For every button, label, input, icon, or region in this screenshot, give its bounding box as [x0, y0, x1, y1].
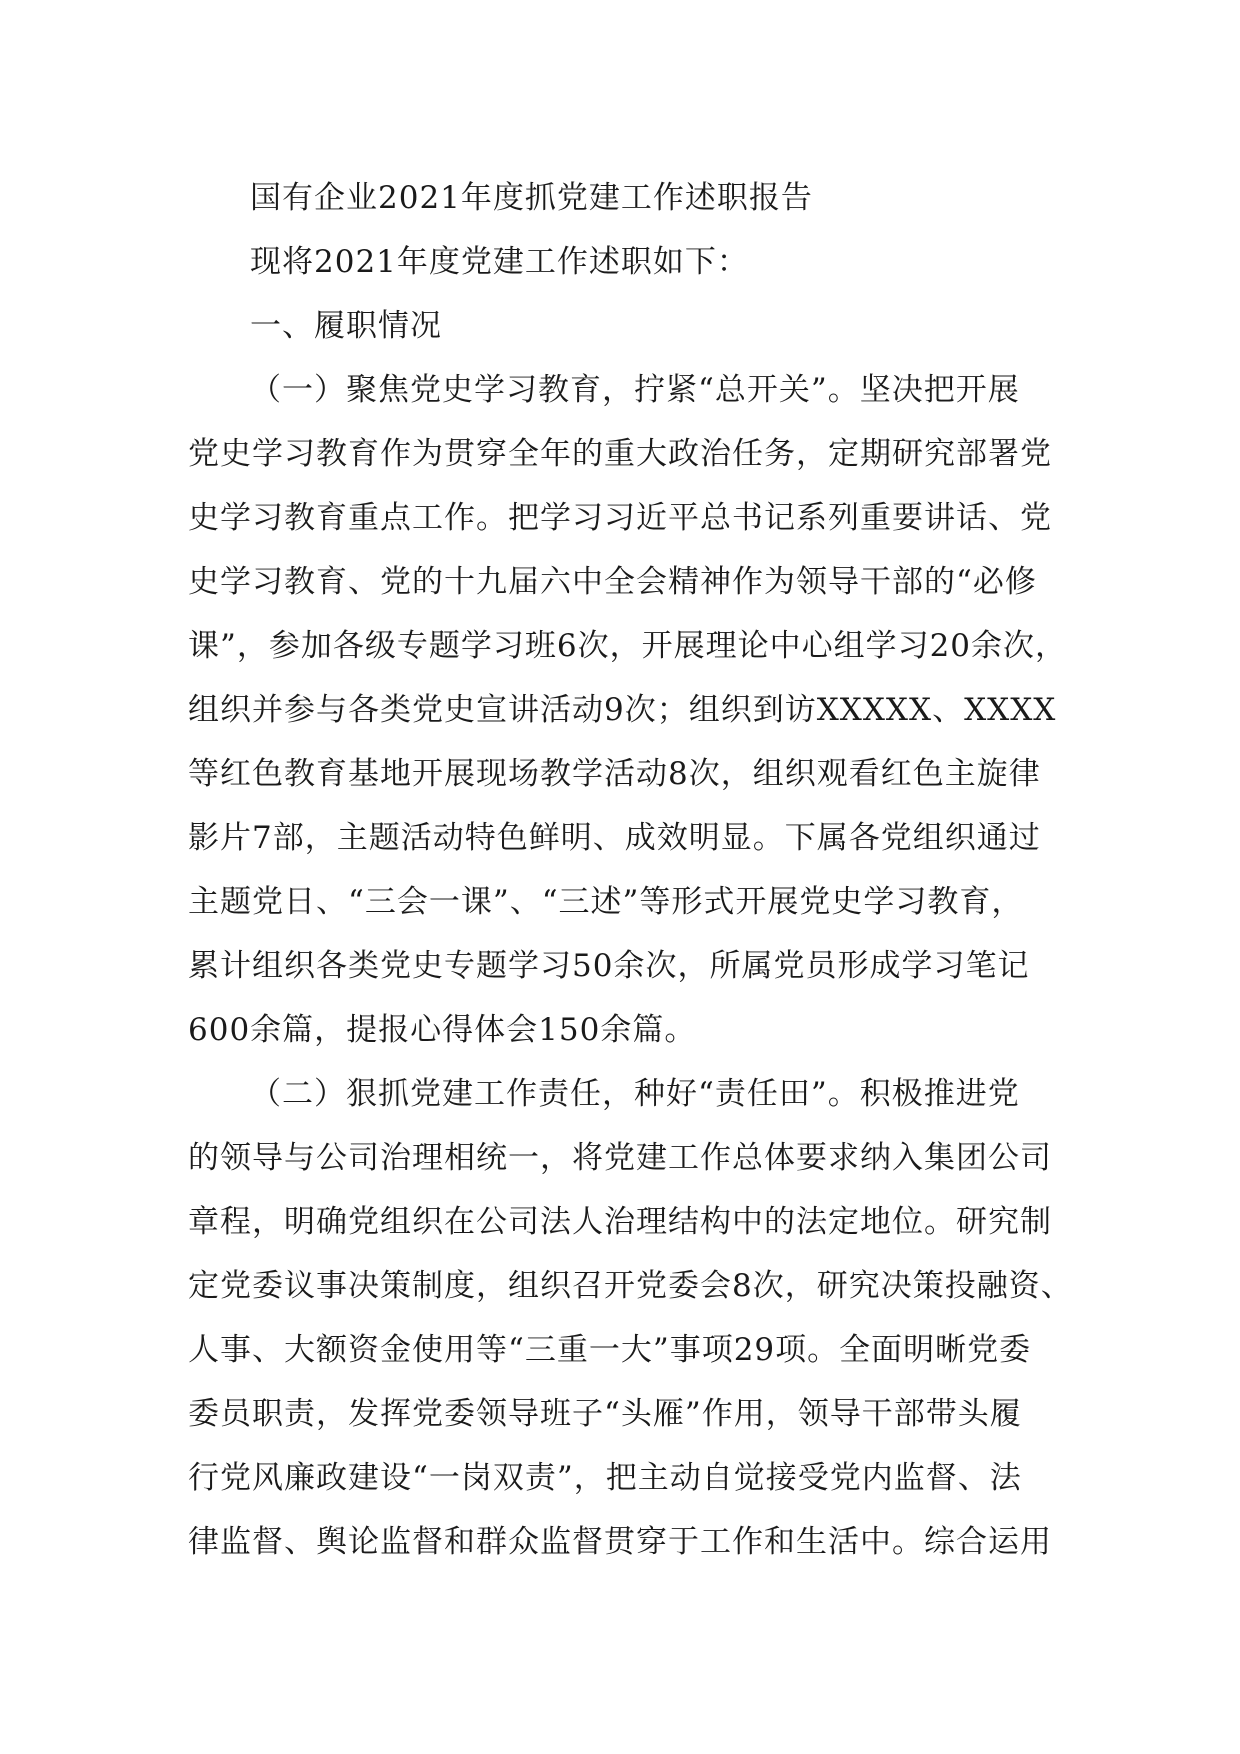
paragraph-line: 组织并参与各类党史宣讲活动9次；组织到访XXXXX、XXXX [188, 692, 1057, 728]
document-title: 国有企业2021年度抓党建工作述职报告 [250, 180, 813, 216]
paragraph-line: 课”，参加各级专题学习班6次，开展理论中心组学习20余次， [188, 628, 1068, 664]
paragraph-line: 600余篇，提报心得体会150余篇。 [188, 1012, 697, 1048]
paragraph-line: 党史学习教育作为贯穿全年的重大政治任务，定期研究部署党 [188, 436, 1052, 472]
intro-paragraph: 现将2021年度党建工作述职如下： [250, 244, 749, 280]
paragraph-line: 人事、大额资金使用等“三重一大”事项29项。全面明晰党委 [188, 1332, 1032, 1368]
document-body [188, 166, 1073, 1574]
paragraph-line: 史学习教育、党的十九届六中全会精神作为领导干部的“必修 [188, 564, 1037, 600]
paragraph-2 [188, 1062, 1073, 1574]
paragraph-line: 行党风廉政建设“一岗双责”，把主动自觉接受党内监督、法 [188, 1460, 1022, 1496]
paragraph-line: 史学习教育重点工作。把学习习近平总书记系列重要讲话、党 [188, 500, 1052, 536]
paragraph-line: 委员职责，发挥党委领导班子“头雁”作用，领导干部带头履 [188, 1396, 1022, 1432]
paragraph-1 [188, 358, 1068, 1062]
paragraph-line: 累计组织各类党史专题学习50余次，所属党员形成学习笔记 [188, 948, 1030, 984]
paragraph-line: 主题党日、“三会一课”、“三述”等形式开展党史学习教育， [188, 884, 1024, 920]
paragraph-line: （二）狠抓党建工作责任，种好“责任田”。积极推进党 [250, 1076, 1020, 1112]
paragraph-line: 章程，明确党组织在公司法人治理结构中的法定地位。研究制 [188, 1204, 1052, 1240]
paragraph-line: （一）聚焦党史学习教育，拧紧“总开关”。坚决把开展 [250, 372, 1020, 408]
paragraph-line: 的领导与公司治理相统一，将党建工作总体要求纳入集团公司 [188, 1140, 1052, 1176]
section-heading: 一、履职情况 [250, 308, 442, 344]
paragraph-line: 定党委议事决策制度，组织召开党委会8次，研究决策投融资、 [188, 1268, 1073, 1304]
paragraph-line: 律监督、舆论监督和群众监督贯穿于工作和生活中。综合运用 [188, 1524, 1052, 1560]
paragraph-line: 等红色教育基地开展现场教学活动8次，组织观看红色主旋律 [188, 756, 1041, 792]
paragraph-line: 影片7部，主题活动特色鲜明、成效明显。下属各党组织通过 [188, 820, 1041, 856]
